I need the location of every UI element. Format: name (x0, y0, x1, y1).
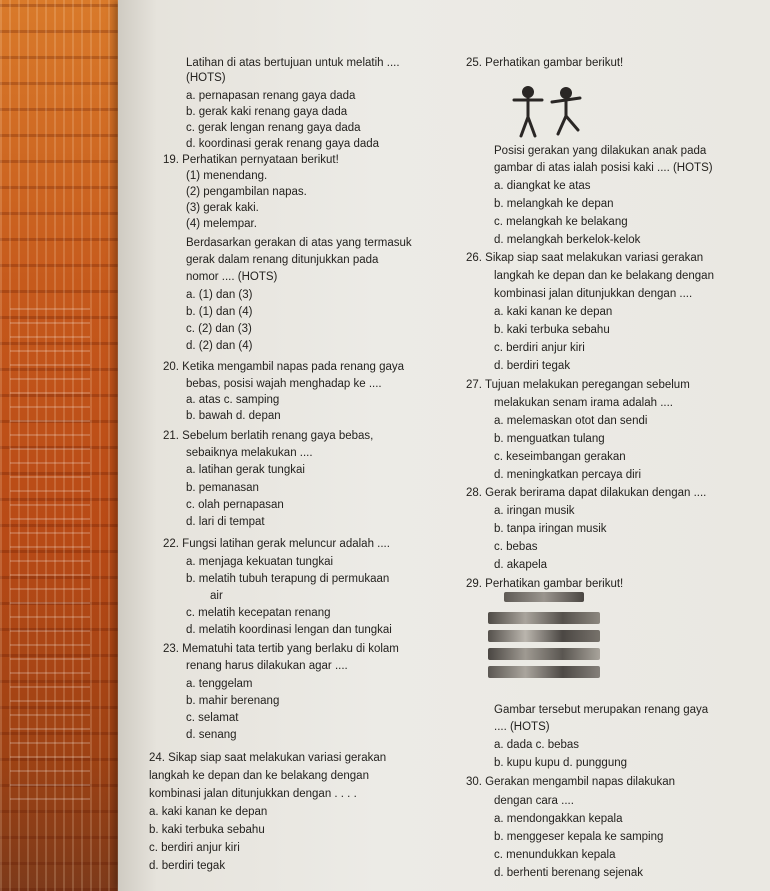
q29-swimming-sequence-figure (484, 590, 604, 685)
left-column-text-line: b. (1) dan (4) (186, 306, 253, 318)
right-column-text-line: .... (HOTS) (494, 721, 550, 733)
left-column-text-line: 24. Sikap siap saat melakukan variasi gerakan (149, 752, 387, 764)
left-column-text-line: a. latihan gerak tungkai (186, 464, 305, 476)
left-column-text-line: a. tenggelam (186, 678, 253, 690)
right-column-text-line: 27. Tujuan melakukan peregangan sebelum (466, 379, 690, 391)
q25-exercise-figure (508, 84, 588, 140)
swimmer-strip-5 (488, 666, 600, 678)
left-column-text-line: d. lari di tempat (186, 516, 265, 528)
right-column-text-line: Gambar tersebut merupakan renang gaya (494, 704, 709, 716)
right-column-text-line: a. diangkat ke atas (494, 180, 591, 192)
right-column-text-line: d. akapela (494, 559, 548, 571)
left-column-text-line: c. berdiri anjur kiri (149, 842, 240, 854)
left-column-text-line: d. berdiri tegak (149, 860, 226, 872)
right-column-text-line: 29. Perhatikan gambar berikut! (466, 578, 624, 590)
left-column-text-line: sebaiknya melakukan .... (186, 447, 313, 459)
right-column-text-line: b. menguatkan tulang (494, 433, 605, 445)
right-column-text-line: c. keseimbangan gerakan (494, 451, 626, 463)
left-column-text-line: b. bawah d. depan (186, 410, 281, 422)
right-column-text-line: 25. Perhatikan gambar berikut! (466, 57, 624, 69)
left-column-text-line: 22. Fungsi latihan gerak meluncur adalah .... (163, 538, 390, 550)
right-column-text-line: kombinasi jalan ditunjukkan dengan .... (494, 288, 693, 300)
left-column-text-line: a. (1) dan (3) (186, 289, 253, 301)
right-column-text-line: c. menundukkan kepala (494, 849, 616, 861)
right-column-text-line: c. melangkah ke belakang (494, 216, 628, 228)
left-column-text-line: c. selamat (186, 712, 239, 724)
right-column-text-line: a. melemaskan otot dan sendi (494, 415, 648, 427)
left-column-text-line: b. kaki terbuka sebahu (149, 824, 265, 836)
left-column-text-line: d. melatih koordinasi lengan dan tungkai (186, 624, 392, 636)
right-column-text-line: dengan cara .... (494, 795, 574, 807)
left-column-text-line: c. melatih kecepatan renang (186, 607, 331, 619)
left-column-text-line: d. (2) dan (4) (186, 340, 253, 352)
swimmer-strip-3 (488, 630, 600, 642)
left-column-text-line: b. pemanasan (186, 482, 259, 494)
right-column-text-line: gambar di atas ialah posisi kaki .... (HOTS) (494, 162, 713, 174)
left-column-text-line: gerak dalam renang ditunjukkan pada (186, 254, 379, 266)
left-column-text-line: d. senang (186, 729, 237, 741)
left-column-text-line: nomor .... (HOTS) (186, 271, 278, 283)
left-column-text-line: (2) pengambilan napas. (186, 186, 307, 198)
right-column-text-line: a. iringan musik (494, 505, 575, 517)
left-column-text-line: a. pernapasan renang gaya dada (186, 90, 356, 102)
right-column-text-line: 26. Sikap siap saat melakukan variasi gerakan (466, 252, 704, 264)
left-column-text-line: a. atas c. samping (186, 394, 280, 406)
left-column-text-line: b. gerak kaki renang gaya dada (186, 106, 348, 118)
right-column-text-line: a. dada c. bebas (494, 739, 580, 751)
left-column-text-line: a. kaki kanan ke depan (149, 806, 268, 818)
left-column-text-line: 19. Perhatikan pernyataan berikut! (163, 154, 339, 166)
swimmer-strip-4 (488, 648, 600, 660)
left-column-text-line: c. olah pernapasan (186, 499, 284, 511)
left-column-text-line: (3) gerak kaki. (186, 202, 259, 214)
left-column-text-line: d. koordinasi gerak renang gaya dada (186, 138, 380, 150)
left-column-text-line: air (210, 590, 223, 602)
left-column-text-line: c. gerak lengan renang gaya dada (186, 122, 361, 134)
right-column-text-line: c. berdiri anjur kiri (494, 342, 585, 354)
right-column-text-line: c. bebas (494, 541, 538, 553)
right-column-text-line: b. melangkah ke depan (494, 198, 614, 210)
tablecloth-background (0, 0, 122, 891)
right-column-text-line: d. melangkah berkelok-kelok (494, 234, 641, 246)
right-column-text-line: Posisi gerakan yang dilakukan anak pada (494, 145, 707, 157)
left-column-text-line: (4) melempar. (186, 218, 257, 230)
right-column-text-line: b. tanpa iringan musik (494, 523, 607, 535)
left-column-text-line: renang harus dilakukan agar .... (186, 660, 348, 672)
right-column-text-line: b. kupu kupu d. punggung (494, 757, 628, 769)
left-column-text-line: b. melatih tubuh terapung di permukaan (186, 573, 390, 585)
right-column-text-line: d. berdiri tegak (494, 360, 571, 372)
right-column-text-line: 30. Gerakan mengambil napas dilakukan (466, 776, 676, 788)
left-column-text-line: (1) menendang. (186, 170, 268, 182)
left-column-text-line: 20. Ketika mengambil napas pada renang gaya (163, 361, 405, 373)
left-column-text-line: a. menjaga kekuatan tungkai (186, 556, 334, 568)
left-column-text-line: bebas, posisi wajah menghadap ke .... (186, 378, 382, 390)
right-column-text-line: a. kaki kanan ke depan (494, 306, 613, 318)
left-column-text-line: (HOTS) (186, 72, 226, 84)
right-column-text-line: melakukan senam irama adalah .... (494, 397, 673, 409)
left-column-text-line: 21. Sebelum berlatih renang gaya bebas, (163, 430, 374, 442)
left-column-text-line: 23. Mematuhi tata tertib yang berlaku di kolam (163, 643, 399, 655)
left-column-text-line: langkah ke depan dan ke belakang dengan (149, 770, 369, 782)
right-column-text-line: d. berhenti berenang sejenak (494, 867, 643, 879)
left-column-text-line: kombinasi jalan ditunjukkan dengan . . . . (149, 788, 357, 800)
left-column-text-line: Latihan di atas bertujuan untuk melatih .... (186, 57, 400, 69)
right-column-text-line: a. mendongakkan kepala (494, 813, 623, 825)
right-column-text-line: langkah ke depan dan ke belakang dengan (494, 270, 714, 282)
left-column-text-line: c. (2) dan (3) (186, 323, 252, 335)
swimmer-strip-1 (504, 592, 584, 602)
right-column-text-line: 28. Gerak berirama dapat dilakukan dengan .... (466, 487, 707, 499)
left-column-text-line: Berdasarkan gerakan di atas yang termasuk (186, 237, 412, 249)
right-column-text-line: b. menggeser kepala ke samping (494, 831, 664, 843)
left-column-text-line: b. mahir berenang (186, 695, 280, 707)
right-column-text-line: b. kaki terbuka sebahu (494, 324, 610, 336)
right-column-text-line: d. meningkatkan percaya diri (494, 469, 642, 481)
swimmer-strip-2 (488, 612, 600, 624)
